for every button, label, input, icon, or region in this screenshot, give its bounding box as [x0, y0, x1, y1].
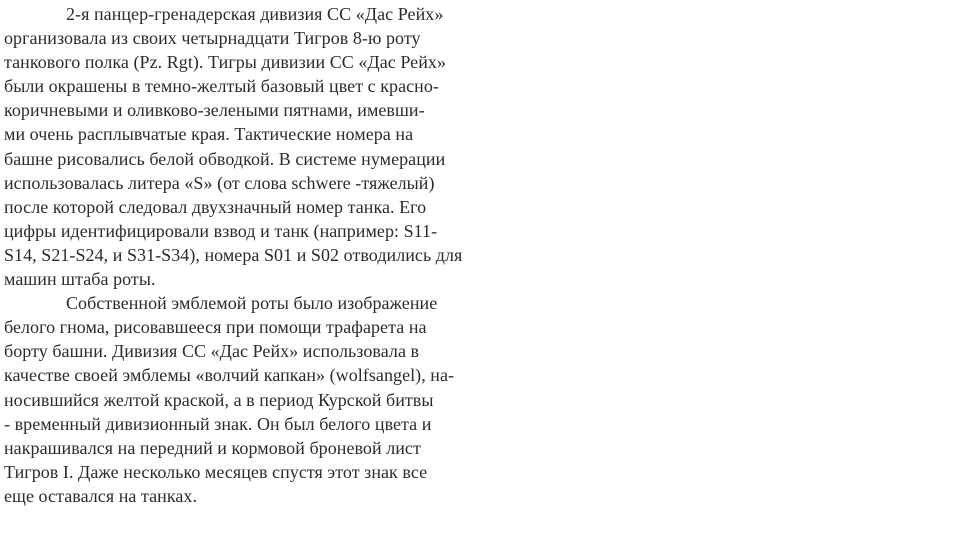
text-line: качестве своей эмблемы «волчий капкан» (wolfsangel), на-	[4, 365, 455, 386]
text-line: S14, S21-S24, и S31-S34), номера S01 и S02 отводились для	[4, 244, 463, 265]
text-line: - временный дивизионный знак. Он был белого цвета и	[4, 413, 432, 434]
text-line: носившийся желтой краской, а в период Курской битвы	[4, 389, 434, 410]
text-line: Собственной эмблемой роты было изображение	[66, 293, 438, 314]
text-line: организовала из своих четырнадцати Тигров 8-ю роту	[4, 28, 421, 49]
text-line: накрашивался на передний и кормовой броневой лист	[4, 437, 421, 458]
text-line: машин штаба роты.	[4, 269, 156, 290]
text-line: еще оставался на танках.	[4, 485, 198, 506]
paragraph-1	[4, 2, 564, 291]
text-line: ми очень расплывчатые края. Тактические номера на	[4, 124, 414, 145]
text-line: борту башни. Дивизия СС «Дас Рейх» использовала в	[4, 341, 420, 362]
text-line: после которой следовал двухзначный номер танка. Его	[4, 196, 427, 217]
text-line: белого гнома, рисовавшееся при помощи трафарета на	[4, 317, 427, 338]
text-line: танкового полка (Pz. Rgt). Тигры дивизии СС «Дас Рейх»	[4, 52, 447, 73]
text-line: Тигров I. Даже несколько месяцев спустя этот знак все	[4, 461, 428, 482]
paragraph-2	[4, 291, 564, 508]
text-line: башне рисовались белой обводкой. В системе нумерации	[4, 148, 446, 169]
text-line: цифры идентифицировали взвод и танк (например: S11-	[4, 220, 438, 241]
text-line: 2-я панцер-гренадерская дивизия СС «Дас Рейх»	[66, 4, 444, 24]
text-line: были окрашены в темно-желтый базовый цвет с красно-	[4, 76, 439, 97]
text-line: использовалась литера «S» (от слова schwere -тяжелый)	[4, 172, 435, 193]
text-line: коричневыми и оливково-зелеными пятнами, имевши-	[4, 100, 425, 121]
body-text	[4, 2, 564, 508]
